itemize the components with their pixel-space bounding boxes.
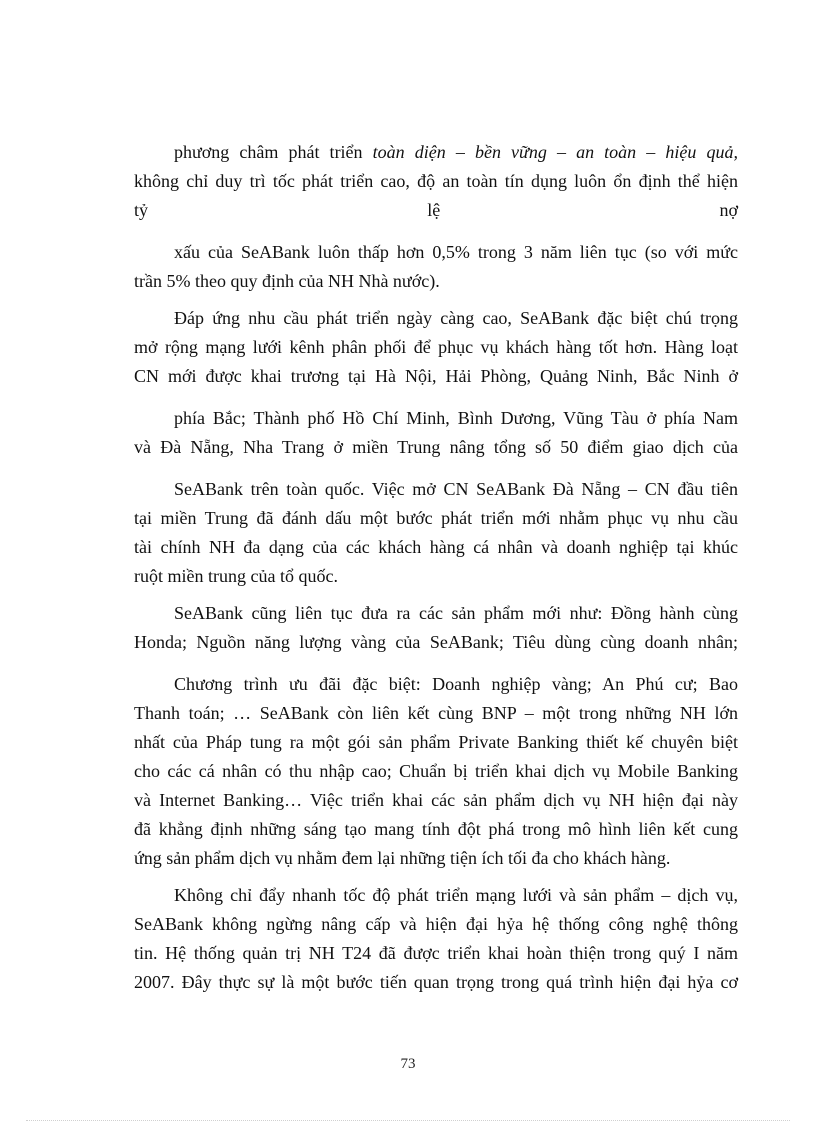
text-line: trần 5% theo quy định của NH Nhà nước).	[134, 271, 440, 291]
text-line: phía Bắc; Thành phố Hồ Chí Minh, Bình Dương, Vũng Tàu ở phía Nam	[174, 408, 738, 428]
text-line: 2007. Đây thực sự là một bước tiến quan trọng trong quá trình hiện đại hỷa cơ	[134, 972, 738, 992]
text-word: tỷ lệ nợ	[134, 200, 738, 220]
text-line: cho các cá nhân có thu nhập cao; Chuẩn bị triển khai dịch vụ Mobile Banking	[134, 761, 738, 781]
text-line: CN mới được khai trương tại Hà Nội, Hải Phòng, Quảng Ninh, Bắc Ninh ở	[134, 366, 738, 386]
text-line: mở rộng mạng lưới kênh phân phối để phục vụ khách hàng tốt hơn. Hàng loạt	[134, 337, 738, 357]
paragraph-4	[134, 404, 738, 462]
text-line: Honda; Nguồn năng lượng vàng của SeABank; Tiêu dùng cùng doanh nhân;	[134, 632, 738, 652]
paragraph-7	[134, 670, 738, 873]
page-number: 73	[400, 1056, 416, 1072]
paragraph-2	[134, 238, 738, 296]
text-line: đã khẳng định những sáng tạo mang tính đột phá trong mô hình liên kết cung	[134, 819, 738, 839]
text-line: và Internet Banking… Việc triển khai các sản phẩm dịch vụ NH hiện đại này	[134, 790, 738, 810]
italic-phrase: toàn diện – bền vững – an toàn – hiệu quả,	[372, 142, 738, 162]
text-line	[134, 196, 738, 225]
text-line: ruột miền trung của tổ quốc.	[134, 566, 338, 586]
text-line: tin. Hệ thống quản trị NH T24 đã được triển khai hoàn thiện trong quý I năm	[134, 943, 738, 963]
text-line: không chỉ duy trì tốc phát triển cao, độ an toàn tín dụng luôn ổn định thể hiện	[134, 171, 738, 191]
text-line: SeABank cũng liên tục đưa ra các sản phẩm mới như: Đồng hành cùng	[174, 603, 738, 623]
paragraph-8	[134, 881, 738, 997]
text-line: SeABank trên toàn quốc. Việc mở CN SeABank Đà Nẵng – CN đầu tiên	[174, 479, 738, 499]
page-bottom-rule	[26, 1120, 790, 1121]
paragraph-1	[134, 138, 738, 225]
text-line: phương châm phát triển toàn diện – bền vững – an toàn – hiệu quả,	[174, 142, 738, 162]
text-line: Thanh toán; … SeABank còn liên kết cùng BNP – một trong những NH lớn	[134, 703, 738, 723]
paragraph-6	[134, 599, 738, 657]
text-line: tài chính NH đa dạng của các khách hàng cá nhân và doanh nghiệp tại khúc	[134, 537, 738, 557]
paragraph-5	[134, 475, 738, 591]
text-line: nhất của Pháp tung ra một gói sản phẩm Private Banking thiết kế chuyên biệt	[134, 732, 738, 752]
text-line: Chương trình ưu đãi đặc biệt: Doanh nghiệp vàng; An Phú cư; Bao	[174, 674, 738, 694]
text-line: ứng sản phẩm dịch vụ nhằm đem lại những tiện ích tối đa cho khách hàng.	[134, 848, 671, 868]
text-line: xấu của SeABank luôn thấp hơn 0,5% trong 3 năm liên tục (so với mức	[174, 242, 738, 262]
text-line: Đáp ứng nhu cầu phát triển ngày càng cao, SeABank đặc biệt chú trọng	[174, 308, 738, 328]
text-line: tại miền Trung đã đánh dấu một bước phát triển mới nhằm phục vụ nhu cầu	[134, 508, 738, 528]
body-text	[134, 138, 738, 997]
text-line: Không chỉ đẩy nhanh tốc độ phát triển mạng lưới và sản phẩm – dịch vụ,	[174, 885, 738, 905]
paragraph-3	[134, 304, 738, 391]
text-line: và Đà Nẵng, Nha Trang ở miền Trung nâng tổng số 50 điểm giao dịch của	[134, 437, 738, 457]
text-line: SeABank không ngừng nâng cấp và hiện đại hỷa hệ thống công nghệ thông	[134, 914, 738, 934]
